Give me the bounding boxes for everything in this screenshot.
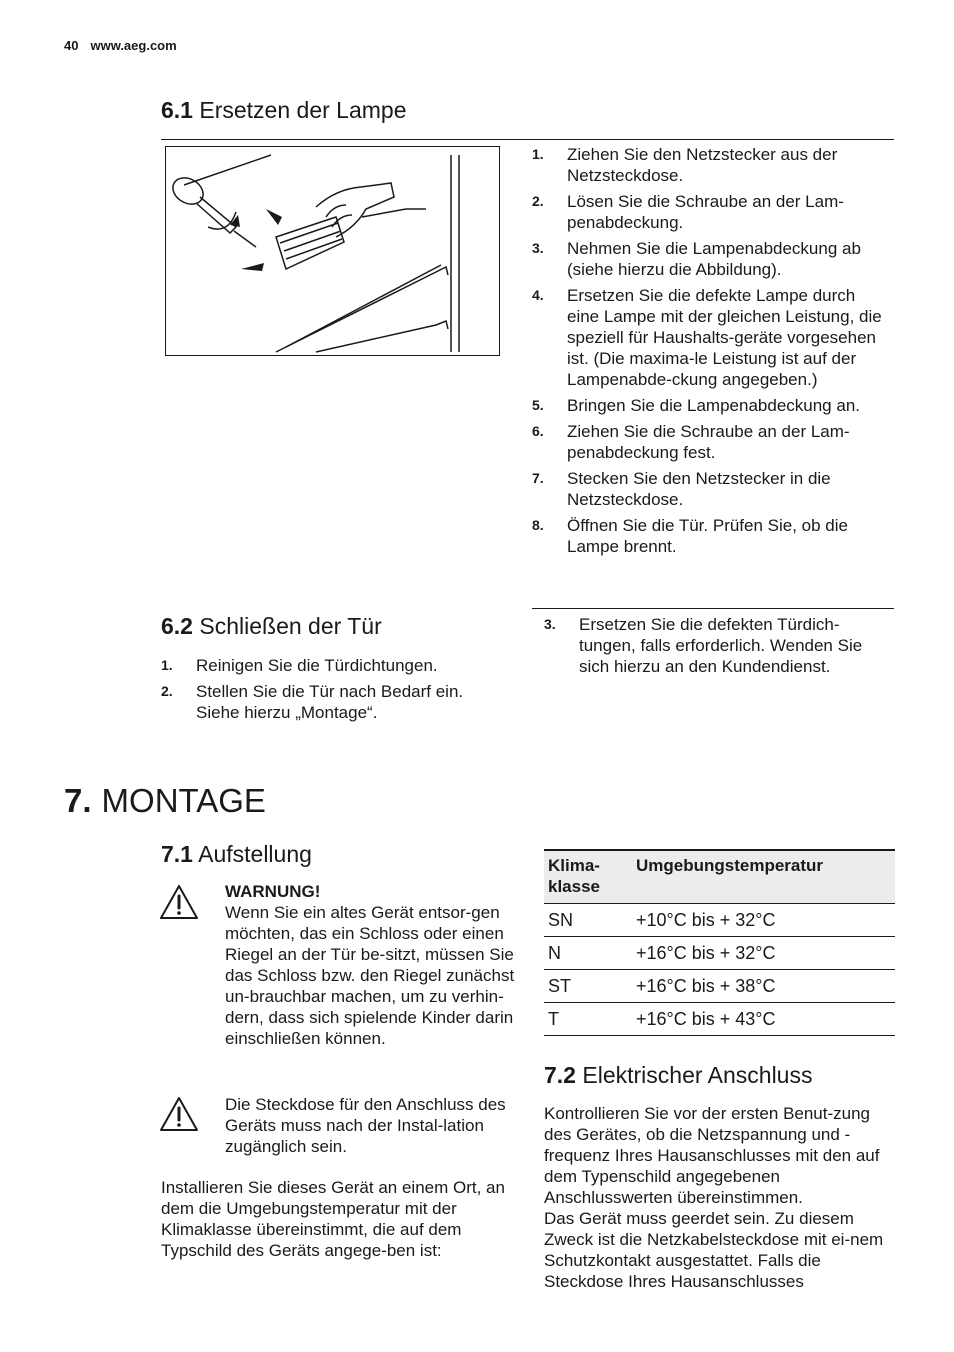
- section-number: 6.2: [161, 613, 193, 639]
- table-cell: +16°C bis + 32°C: [632, 937, 895, 970]
- table-cell: T: [544, 1003, 632, 1036]
- chapter-number: 7.: [64, 782, 92, 819]
- step-number: 3.: [532, 240, 544, 256]
- warning-block: [225, 881, 515, 1049]
- lamp-replacement-illustration: [165, 146, 500, 356]
- lamp-steps-list: [532, 144, 892, 562]
- climate-class-table: [544, 849, 895, 1036]
- section-6-1-heading: [161, 97, 407, 124]
- section-6-2-heading: [161, 613, 382, 640]
- step-number: 4.: [532, 287, 544, 303]
- step-number: 6.: [532, 423, 544, 439]
- list-item: [544, 614, 896, 677]
- section-title: Ersetzen der Lampe: [199, 97, 407, 123]
- section-title: Schließen der Tür: [199, 613, 382, 639]
- door-steps-list: [161, 655, 506, 728]
- section-7-2-heading: [544, 1062, 812, 1089]
- table-row: [544, 970, 895, 1003]
- step-number: 2.: [532, 193, 544, 209]
- warning-triangle-icon: [159, 884, 199, 920]
- table-cell: +16°C bis + 43°C: [632, 1003, 895, 1036]
- column-header: Umgebungstemperatur: [632, 850, 895, 904]
- step-number: 1.: [161, 657, 173, 673]
- section-number: 6.1: [161, 97, 193, 123]
- list-item: [532, 421, 892, 463]
- list-item: [532, 515, 892, 557]
- lamp-replacement-drawing: [166, 147, 499, 355]
- step-text: Ersetzen Sie die defekte Lampe durch eine Lampe mit der gleichen Leistung, die speziell für Haushalts-geräte vorgesehen ist. (Die maxima-le Leistung ist auf der Lampenabde-ckung angegeben.): [567, 286, 882, 389]
- step-text: Ziehen Sie den Netzstecker aus der Netzsteckdose.: [567, 145, 838, 185]
- site-url: www.aeg.com: [90, 38, 177, 53]
- caution-text: Die Steckdose für den Anschluss des Geräts muss nach der Instal-lation zugänglich sein.: [225, 1095, 506, 1156]
- installation-paragraph: Installieren Sie dieses Gerät an einem Ort, an dem die Umgebungstemperatur mit der Klimaklasse übereinstimmt, die auf dem Typschild des Geräts angege-ben ist:: [161, 1178, 505, 1260]
- chapter-title: MONTAGE: [101, 782, 266, 819]
- table-row: [544, 904, 895, 937]
- step-number: 3.: [544, 616, 556, 632]
- list-item: [532, 395, 892, 416]
- step-number: 5.: [532, 397, 544, 413]
- warning-text: Wenn Sie ein altes Gerät entsor-gen möchten, das ein Schloss oder einen Riegel an der Tür be-sitzt, müssen Sie das Schloss bzw. den Riegel zunächst un-brauchbar machen, um zu verhin-dern, dass sich spielende Kinder darin einschließen können.: [225, 903, 515, 1048]
- door-steps-list-cont: [544, 614, 896, 682]
- section-rule: [532, 608, 894, 609]
- step-text: Ersetzen Sie die defekten Türdich-tungen, falls erforderlich. Wenden Sie sich hierzu an den Kundendienst.: [579, 615, 863, 676]
- section-title: Aufstellung: [198, 841, 312, 867]
- section-number: 7.1: [161, 841, 193, 867]
- table-cell: +16°C bis + 38°C: [632, 970, 895, 1003]
- step-text: Stecken Sie den Netzstecker in die Netzsteckdose.: [567, 469, 831, 509]
- table-header-row: [544, 850, 895, 904]
- table-row: [544, 1003, 895, 1036]
- list-item: [532, 285, 892, 390]
- table-cell: ST: [544, 970, 632, 1003]
- electrical-text: [544, 1103, 896, 1292]
- list-item: [161, 681, 506, 723]
- step-text: Lösen Sie die Schraube an der Lam-penabdeckung.: [567, 192, 844, 232]
- section-rule: [161, 139, 894, 140]
- electrical-paragraph-2: Das Gerät muss geerdet sein. Zu diesem Zweck ist die Netzkabelsteckdose mit ei-nem Schutzkontakt ausgestattet. Falls die Steckdose Ihres Hausanschlusses: [544, 1209, 884, 1291]
- list-item: [532, 468, 892, 510]
- step-text: Bringen Sie die Lampenabdeckung an.: [567, 396, 860, 415]
- warning-triangle-icon: [159, 1096, 199, 1132]
- list-item: [532, 144, 892, 186]
- step-number: 2.: [161, 683, 173, 699]
- warning-label: WARNUNG!: [225, 882, 321, 901]
- step-number: 8.: [532, 517, 544, 533]
- section-7-1-heading: [161, 841, 312, 868]
- list-item: [161, 655, 506, 676]
- step-text: Stellen Sie die Tür nach Bedarf ein. Siehe hierzu „Montage“.: [196, 682, 464, 722]
- section-number: 7.2: [544, 1062, 576, 1088]
- table-row: [544, 937, 895, 970]
- list-item: [532, 238, 892, 280]
- step-text: Nehmen Sie die Lampenabdeckung ab (siehe hierzu die Abbildung).: [567, 239, 861, 279]
- table-cell: N: [544, 937, 632, 970]
- electrical-paragraph-1: Kontrollieren Sie vor der ersten Benut-zung des Gerätes, ob die Netzspannung und -frequenz Ihres Hausanschlusses mit den auf dem Typenschild angegebenen Anschlusswerten übereinstimmen.: [544, 1104, 880, 1207]
- chapter-7-heading: [64, 782, 266, 820]
- column-header: Klima-klasse: [544, 850, 632, 904]
- step-text: Ziehen Sie die Schraube an der Lam-penabdeckung fest.: [567, 422, 850, 462]
- table-cell: SN: [544, 904, 632, 937]
- section-title: Elektrischer Anschluss: [582, 1062, 813, 1088]
- list-item: [532, 191, 892, 233]
- step-number: 1.: [532, 146, 544, 162]
- page-header: [64, 38, 177, 53]
- table-cell: +10°C bis + 32°C: [632, 904, 895, 937]
- page-number: 40: [64, 38, 79, 53]
- step-number: 7.: [532, 470, 544, 486]
- step-text: Öffnen Sie die Tür. Prüfen Sie, ob die Lampe brennt.: [567, 516, 848, 556]
- step-text: Reinigen Sie die Türdichtungen.: [196, 656, 438, 675]
